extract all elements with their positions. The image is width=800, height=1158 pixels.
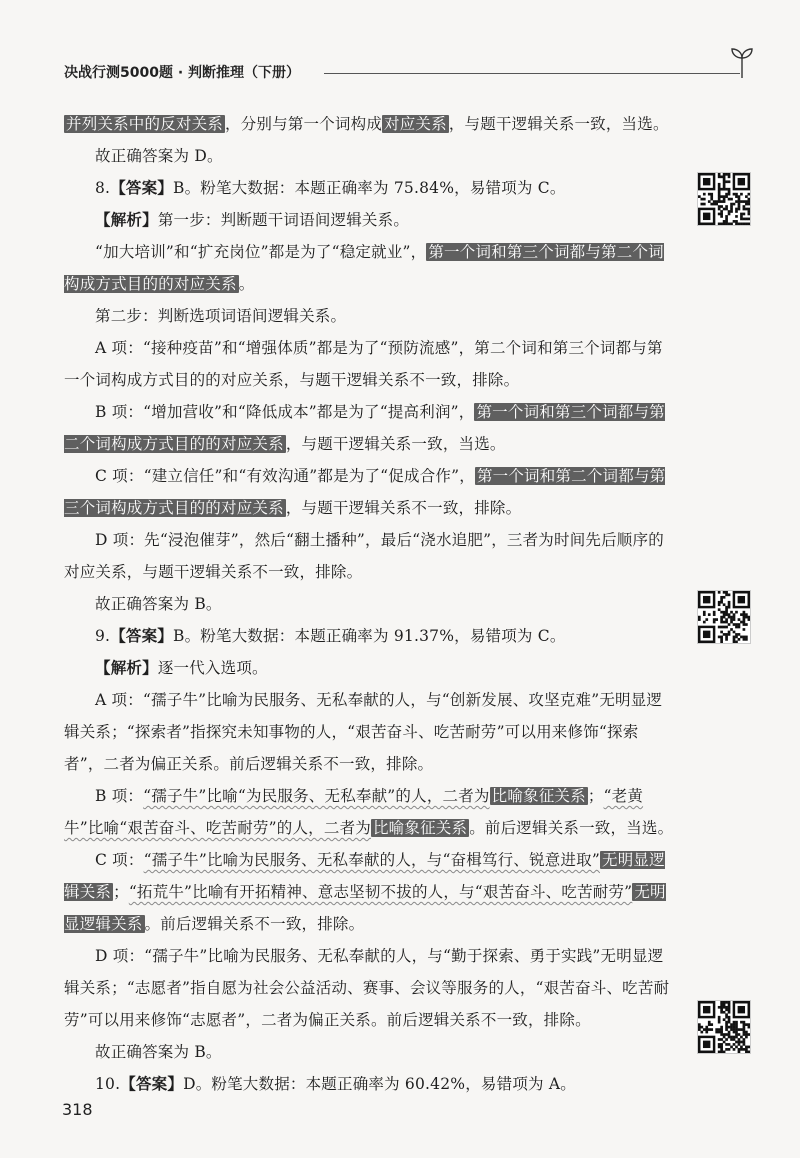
answer-explanations bbox=[64, 108, 674, 1100]
text-run: “加大培训”和“扩充岗位”都是为了“稳定就业”， bbox=[95, 243, 427, 261]
highlighted-phrase: 第一个词和第二个词都与第三个词构成方式目的的对应关系 bbox=[64, 467, 666, 517]
text-run: 第一步：判断题干词语间逻辑关系。 bbox=[157, 211, 410, 229]
text-run: B。粉笔大数据：本题正确率为 75.84%，易错项为 C。 bbox=[173, 179, 566, 197]
text-run: B 项： bbox=[95, 787, 144, 805]
highlighted-phrase: 无明显逻辑关系 bbox=[64, 851, 665, 901]
paragraph bbox=[64, 108, 674, 140]
text-run: C 项： bbox=[95, 851, 144, 869]
running-header bbox=[56, 56, 746, 88]
highlighted-phrase: 无明显逻辑关系 bbox=[64, 883, 666, 933]
text-run: 10. bbox=[95, 1075, 121, 1093]
qr-code-icon[interactable] bbox=[697, 1000, 751, 1054]
text-run: D 项：“孺子牛”比喻为民服务、无私奉献的人，与“勤于探索、勇于实践”无明显逻辑关系；“志愿者”指自愿为社会公益活动、赛事、会议等服务的人，“艰苦奋斗、吃苦耐劳”可以用来修饰“志愿者”，二者为偏正关系。前后逻辑关系不一致，排除。 bbox=[64, 947, 670, 1029]
paragraph bbox=[64, 684, 674, 780]
paragraph bbox=[64, 1036, 674, 1068]
paragraph bbox=[64, 940, 674, 1036]
paragraph bbox=[64, 524, 674, 588]
text-run: 9. bbox=[95, 627, 111, 645]
answer-tag: 【解析】 bbox=[95, 211, 158, 229]
paragraph bbox=[64, 780, 674, 844]
text-run: B 项：“增加营收”和“降低成本”都是为了“提高利润”， bbox=[95, 403, 475, 421]
paragraph bbox=[64, 332, 674, 396]
answer-tag: 【答案】 bbox=[110, 179, 174, 197]
highlighted-phrase: 第一个词和第三个词都与第二个词构成方式目的的对应关系 bbox=[64, 403, 665, 453]
text-run: 8. bbox=[95, 179, 111, 197]
answer-tag: 【解析】 bbox=[95, 659, 158, 677]
paragraph bbox=[64, 460, 674, 524]
page-number: 318 bbox=[62, 1100, 93, 1119]
text-run: ； bbox=[587, 787, 604, 805]
highlighted-phrase: 第一个词和第三个词都与第二个词构成方式目的的对应关系 bbox=[64, 243, 664, 293]
highlighted-phrase: 并列关系中的反对关系 bbox=[66, 115, 224, 133]
paragraph bbox=[64, 300, 674, 332]
paragraph bbox=[64, 172, 674, 204]
header-rule bbox=[324, 73, 740, 74]
sprout-icon bbox=[730, 44, 754, 80]
text-run: 。前后逻辑关系不一致，排除。 bbox=[144, 915, 365, 933]
paragraph bbox=[64, 652, 674, 684]
text-run: “孺子牛”比喻为民服务、无私奉献的人，与“奋楫笃行、锐意进取” bbox=[143, 851, 600, 869]
paragraph bbox=[64, 844, 674, 940]
text-run: 。 bbox=[238, 275, 255, 293]
text-run: “拓荒牛”比喻有开拓精神、意志坚韧不拔的人，与“艰苦奋斗、吃苦耐劳” bbox=[128, 883, 633, 901]
paragraph bbox=[64, 236, 674, 300]
text-run: 故正确答案为 B。 bbox=[95, 595, 222, 613]
paragraph bbox=[64, 140, 674, 172]
text-run: D 项：先“浸泡催芽”，然后“翻土播种”，最后“浇水追肥”，三者为时间先后顺序的对应关系，与题干逻辑关系不一致，排除。 bbox=[64, 531, 664, 581]
text-run: ，分别与第一个词构成 bbox=[225, 115, 383, 133]
text-run: ，与题干逻辑关系一致，当选。 bbox=[285, 435, 506, 453]
answer-tag: 【答案】 bbox=[120, 1075, 184, 1093]
paragraph bbox=[64, 1068, 674, 1100]
paragraph bbox=[64, 588, 674, 620]
text-run: 。前后逻辑关系一致，当选。 bbox=[469, 819, 674, 837]
text-run: B。粉笔大数据：本题正确率为 91.37%，易错项为 C。 bbox=[173, 627, 566, 645]
highlighted-phrase: 比喻象征关系 bbox=[491, 787, 586, 805]
book-title: 决战行测5000题 · 判断推理（下册） bbox=[64, 65, 301, 81]
text-run: ； bbox=[113, 883, 129, 901]
highlighted-phrase: 对应关系 bbox=[384, 115, 447, 133]
text-run: 故正确答案为 B。 bbox=[95, 1043, 222, 1061]
text-run: “老黄牛”比喻“艰苦奋斗、吃苦耐劳”的人，二者为 bbox=[64, 787, 644, 837]
text-run: 故正确答案为 D。 bbox=[95, 147, 223, 165]
text-run: ，与题干逻辑关系一致，当选。 bbox=[448, 115, 669, 133]
text-run: 逐一代入选项。 bbox=[157, 659, 268, 677]
text-run: C 项：“建立信任”和“有效沟通”都是为了“促成合作”， bbox=[95, 467, 475, 485]
text-run: “孺子牛”比喻“为民服务、无私奉献”的人，二者为 bbox=[143, 787, 490, 805]
text-run: 第二步：判断选项词语间逻辑关系。 bbox=[95, 307, 347, 325]
text-run: ，与题干逻辑关系不一致，排除。 bbox=[285, 499, 522, 517]
qr-code-icon[interactable] bbox=[697, 590, 751, 644]
qr-code-icon[interactable] bbox=[697, 172, 751, 226]
text-run: A 项：“孺子牛”比喻为民服务、无私奉献的人，与“创新发展、攻坚克难”无明显逻辑关系；“探索者”指探究未知事物的人，“艰苦奋斗、吃苦耐劳”可以用来修饰“探索者”，二者为偏正关系。前后逻辑关系不一致，排除。 bbox=[64, 691, 663, 773]
text-run: A 项：“接种疫苗”和“增强体质”都是为了“预防流感”，第二个词和第三个词都与第一个词构成方式目的的对应关系，与题干逻辑关系不一致，排除。 bbox=[64, 339, 663, 389]
text-run: D。粉笔大数据：本题正确率为 60.42%，易错项为 A。 bbox=[183, 1075, 576, 1093]
highlighted-phrase: 比喻象征关系 bbox=[372, 819, 468, 837]
paragraph bbox=[64, 620, 674, 652]
paragraph bbox=[64, 204, 674, 236]
answer-tag: 【答案】 bbox=[110, 627, 174, 645]
paragraph bbox=[64, 396, 674, 460]
